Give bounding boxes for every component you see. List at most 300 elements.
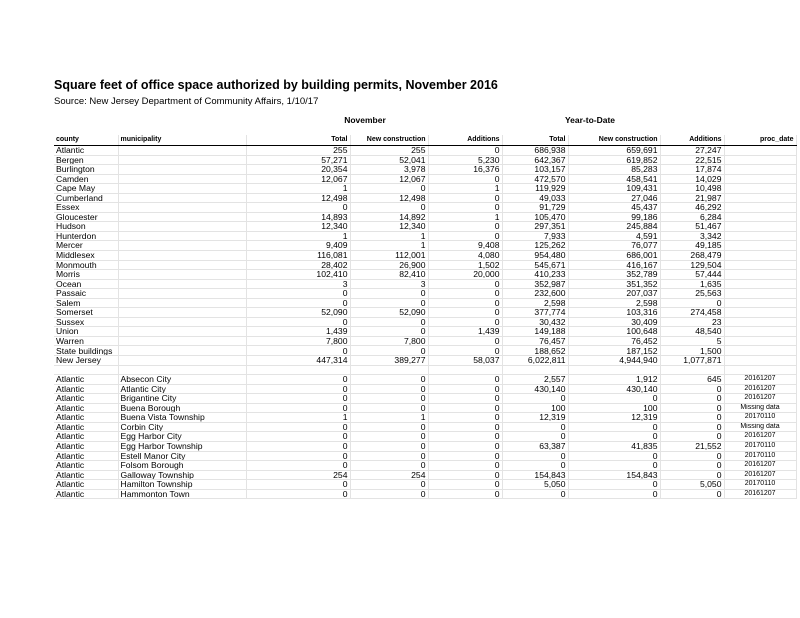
cell-proc-date <box>724 327 796 337</box>
cell-nov-new-construction: 254 <box>350 470 428 480</box>
cell-ytd-total: 297,351 <box>502 222 568 232</box>
county-row <box>54 146 796 156</box>
cell-county: Cape May <box>54 184 118 194</box>
cell-county: Atlantic <box>54 489 118 499</box>
cell-ytd-additions: 0 <box>660 298 724 308</box>
cell-proc-date: 20170110 <box>724 441 796 451</box>
cell-ytd-total: 430,140 <box>502 384 568 394</box>
cell-proc-date <box>724 231 796 241</box>
cell-proc-date <box>724 298 796 308</box>
cell-municipality: Buena Borough <box>118 403 246 413</box>
cell-nov-additions: 5,230 <box>428 155 502 165</box>
cell-nov-total: 0 <box>246 203 350 213</box>
municipality-row <box>54 384 796 394</box>
cell-ytd-new-construction: 76,452 <box>568 336 660 346</box>
cell-county: Atlantic <box>54 451 118 461</box>
cell-nov-new-construction: 7,800 <box>350 336 428 346</box>
cell-nov-additions: 0 <box>428 441 502 451</box>
cell-municipality: Egg Harbor City <box>118 432 246 442</box>
cell-nov-total: 57,271 <box>246 155 350 165</box>
cell-municipality: Corbin City <box>118 422 246 432</box>
cell-county: Morris <box>54 270 118 280</box>
column-header-row <box>54 135 796 146</box>
cell-nov-new-construction: 0 <box>350 289 428 299</box>
cell-municipality <box>118 155 246 165</box>
cell-municipality <box>118 203 246 213</box>
cell-proc-date: 20161207 <box>724 470 796 480</box>
cell-municipality: Hamilton Township <box>118 480 246 490</box>
cell-ytd-new-construction: 0 <box>568 451 660 461</box>
cell-municipality <box>118 260 246 270</box>
cell-proc-date <box>724 212 796 222</box>
cell-nov-total: 255 <box>246 146 350 156</box>
cell-ytd-new-construction: 430,140 <box>568 384 660 394</box>
cell-county: Salem <box>54 298 118 308</box>
cell-municipality <box>118 193 246 203</box>
cell-ytd-additions: 17,874 <box>660 165 724 175</box>
cell-county: Atlantic <box>54 413 118 423</box>
cell-county: Atlantic <box>54 394 118 404</box>
cell-ytd-total: 232,600 <box>502 289 568 299</box>
cell-county: Union <box>54 327 118 337</box>
cell-nov-new-construction: 52,090 <box>350 308 428 318</box>
cell-nov-new-construction: 12,498 <box>350 193 428 203</box>
cell-county: Warren <box>54 336 118 346</box>
cell-nov-new-construction: 0 <box>350 422 428 432</box>
cell-ytd-new-construction: 103,316 <box>568 308 660 318</box>
county-row <box>54 317 796 327</box>
cell-ytd-total: 5,050 <box>502 480 568 490</box>
cell-nov-new-construction: 0 <box>350 394 428 404</box>
cell-proc-date <box>724 260 796 270</box>
cell-municipality <box>118 222 246 232</box>
cell-ytd-total: 642,367 <box>502 155 568 165</box>
cell-ytd-new-construction: 4,944,940 <box>568 356 660 366</box>
cell-county: Somerset <box>54 308 118 318</box>
cell-proc-date <box>724 279 796 289</box>
cell-municipality <box>118 279 246 289</box>
cell-nov-additions: 0 <box>428 489 502 499</box>
column-header-county: county <box>54 135 118 146</box>
cell-ytd-additions: 46,292 <box>660 203 724 213</box>
cell-ytd-total: 12,319 <box>502 413 568 423</box>
cell-ytd-additions: 129,504 <box>660 260 724 270</box>
cell-nov-total: 0 <box>246 346 350 356</box>
column-header-ytd-additions: Additions <box>660 135 724 146</box>
cell-ytd-additions: 0 <box>660 413 724 423</box>
cell-county: Hunterdon <box>54 231 118 241</box>
cell-ytd-new-construction: 0 <box>568 461 660 471</box>
cell-ytd-new-construction: 187,152 <box>568 346 660 356</box>
cell-nov-total: 447,314 <box>246 356 350 366</box>
county-row <box>54 203 796 213</box>
cell-proc-date: 20161207 <box>724 375 796 385</box>
cell-ytd-additions: 48,540 <box>660 327 724 337</box>
cell-municipality <box>118 184 246 194</box>
cell-ytd-additions: 0 <box>660 384 724 394</box>
cell-nov-new-construction: 0 <box>350 317 428 327</box>
cell-nov-new-construction: 12,340 <box>350 222 428 232</box>
cell-nov-new-construction: 389,277 <box>350 356 428 366</box>
cell-nov-total: 0 <box>246 461 350 471</box>
cell-nov-additions: 0 <box>428 422 502 432</box>
cell-ytd-additions: 0 <box>660 489 724 499</box>
cell-ytd-additions: 21,987 <box>660 193 724 203</box>
source-note: Source: New Jersey Department of Community Affairs, 1/10/17 <box>54 96 319 107</box>
cell-county: Cumberland <box>54 193 118 203</box>
cell-nov-additions: 58,037 <box>428 356 502 366</box>
cell-ytd-new-construction: 100 <box>568 403 660 413</box>
spacer-cell <box>660 365 724 375</box>
cell-nov-additions: 0 <box>428 308 502 318</box>
cell-proc-date <box>724 203 796 213</box>
cell-nov-new-construction: 0 <box>350 441 428 451</box>
cell-municipality: Estell Manor City <box>118 451 246 461</box>
cell-nov-additions: 16,376 <box>428 165 502 175</box>
cell-ytd-new-construction: 245,884 <box>568 222 660 232</box>
cell-nov-new-construction: 1 <box>350 413 428 423</box>
cell-nov-additions: 1 <box>428 184 502 194</box>
cell-county: Atlantic <box>54 470 118 480</box>
cell-ytd-total: 149,188 <box>502 327 568 337</box>
cell-ytd-total: 545,671 <box>502 260 568 270</box>
cell-nov-total: 20,354 <box>246 165 350 175</box>
cell-ytd-new-construction: 154,843 <box>568 470 660 480</box>
cell-nov-new-construction: 0 <box>350 461 428 471</box>
cell-nov-total: 0 <box>246 403 350 413</box>
cell-ytd-total: 6,022,811 <box>502 356 568 366</box>
cell-municipality <box>118 346 246 356</box>
cell-ytd-new-construction: 0 <box>568 422 660 432</box>
cell-county: New Jersey <box>54 356 118 366</box>
cell-nov-total: 1 <box>246 413 350 423</box>
cell-county: Middlesex <box>54 251 118 261</box>
cell-nov-total: 0 <box>246 317 350 327</box>
cell-ytd-new-construction: 4,591 <box>568 231 660 241</box>
cell-ytd-new-construction: 76,077 <box>568 241 660 251</box>
cell-ytd-total: 30,432 <box>502 317 568 327</box>
cell-ytd-additions: 25,563 <box>660 289 724 299</box>
cell-ytd-additions: 0 <box>660 470 724 480</box>
cell-nov-total: 28,402 <box>246 260 350 270</box>
cell-county: Gloucester <box>54 212 118 222</box>
spacer-cell <box>350 365 428 375</box>
cell-nov-total: 0 <box>246 384 350 394</box>
cell-nov-new-construction: 0 <box>350 480 428 490</box>
cell-ytd-total: 91,729 <box>502 203 568 213</box>
cell-ytd-new-construction: 619,852 <box>568 155 660 165</box>
cell-ytd-new-construction: 207,037 <box>568 289 660 299</box>
municipality-row <box>54 480 796 490</box>
cell-ytd-additions: 274,458 <box>660 308 724 318</box>
cell-nov-total: 12,498 <box>246 193 350 203</box>
cell-municipality: Egg Harbor Township <box>118 441 246 451</box>
cell-ytd-total: 2,557 <box>502 375 568 385</box>
cell-municipality <box>118 231 246 241</box>
cell-ytd-new-construction: 2,598 <box>568 298 660 308</box>
cell-nov-new-construction: 0 <box>350 184 428 194</box>
cell-ytd-total: 410,233 <box>502 270 568 280</box>
cell-proc-date <box>724 336 796 346</box>
cell-county: Atlantic <box>54 441 118 451</box>
cell-ytd-new-construction: 686,001 <box>568 251 660 261</box>
municipality-row <box>54 394 796 404</box>
spacer-cell <box>502 365 568 375</box>
cell-ytd-additions: 23 <box>660 317 724 327</box>
column-header-municipality: municipality <box>118 135 246 146</box>
column-header-ytd-new-construction: New construction <box>568 135 660 146</box>
cell-ytd-total: 105,470 <box>502 212 568 222</box>
cell-ytd-total: 0 <box>502 461 568 471</box>
cell-ytd-additions: 268,479 <box>660 251 724 261</box>
cell-proc-date: 20170110 <box>724 413 796 423</box>
cell-nov-total: 1 <box>246 231 350 241</box>
cell-nov-additions: 0 <box>428 174 502 184</box>
cell-nov-new-construction: 0 <box>350 298 428 308</box>
spacer-cell <box>54 365 118 375</box>
county-row <box>54 356 796 366</box>
cell-nov-total: 254 <box>246 470 350 480</box>
cell-ytd-additions: 0 <box>660 451 724 461</box>
cell-ytd-new-construction: 41,835 <box>568 441 660 451</box>
cell-ytd-new-construction: 27,046 <box>568 193 660 203</box>
cell-municipality: Absecon City <box>118 375 246 385</box>
cell-nov-new-construction: 14,892 <box>350 212 428 222</box>
cell-municipality: Folsom Borough <box>118 461 246 471</box>
cell-municipality <box>118 251 246 261</box>
cell-nov-additions: 0 <box>428 279 502 289</box>
cell-county: State buildings <box>54 346 118 356</box>
cell-ytd-additions: 57,444 <box>660 270 724 280</box>
cell-nov-new-construction: 0 <box>350 451 428 461</box>
column-header-nov-additions: Additions <box>428 135 502 146</box>
cell-nov-additions: 0 <box>428 470 502 480</box>
county-row <box>54 241 796 251</box>
cell-proc-date <box>724 193 796 203</box>
cell-nov-additions: 0 <box>428 231 502 241</box>
cell-nov-additions: 1,439 <box>428 327 502 337</box>
cell-nov-total: 9,409 <box>246 241 350 251</box>
cell-ytd-new-construction: 0 <box>568 394 660 404</box>
cell-nov-additions: 1,502 <box>428 260 502 270</box>
cell-ytd-total: 100 <box>502 403 568 413</box>
cell-nov-new-construction: 0 <box>350 375 428 385</box>
cell-nov-total: 52,090 <box>246 308 350 318</box>
cell-proc-date <box>724 251 796 261</box>
cell-nov-additions: 0 <box>428 203 502 213</box>
cell-proc-date: 20161207 <box>724 489 796 499</box>
cell-county: Camden <box>54 174 118 184</box>
cell-ytd-additions: 0 <box>660 422 724 432</box>
cell-county: Atlantic <box>54 422 118 432</box>
cell-ytd-additions: 1,635 <box>660 279 724 289</box>
cell-nov-additions: 0 <box>428 375 502 385</box>
county-row <box>54 298 796 308</box>
municipality-row <box>54 451 796 461</box>
municipality-row <box>54 432 796 442</box>
cell-municipality <box>118 270 246 280</box>
cell-ytd-additions: 27,247 <box>660 146 724 156</box>
cell-nov-additions: 4,080 <box>428 251 502 261</box>
cell-nov-additions: 9,408 <box>428 241 502 251</box>
cell-municipality <box>118 327 246 337</box>
cell-proc-date: 20170110 <box>724 480 796 490</box>
cell-county: Atlantic <box>54 480 118 490</box>
cell-nov-total: 102,410 <box>246 270 350 280</box>
cell-nov-additions: 0 <box>428 413 502 423</box>
cell-nov-new-construction: 52,041 <box>350 155 428 165</box>
cell-nov-new-construction: 3 <box>350 279 428 289</box>
cell-nov-total: 1 <box>246 184 350 194</box>
spacer-cell <box>428 365 502 375</box>
cell-nov-total: 12,340 <box>246 222 350 232</box>
cell-ytd-new-construction: 30,409 <box>568 317 660 327</box>
county-row <box>54 289 796 299</box>
cell-proc-date: 20161207 <box>724 432 796 442</box>
cell-ytd-new-construction: 109,431 <box>568 184 660 194</box>
cell-nov-new-construction: 112,001 <box>350 251 428 261</box>
cell-ytd-new-construction: 352,789 <box>568 270 660 280</box>
cell-ytd-total: 76,457 <box>502 336 568 346</box>
cell-municipality <box>118 298 246 308</box>
cell-nov-additions: 0 <box>428 346 502 356</box>
cell-ytd-new-construction: 0 <box>568 480 660 490</box>
cell-proc-date <box>724 184 796 194</box>
cell-nov-total: 0 <box>246 441 350 451</box>
cell-municipality <box>118 146 246 156</box>
spacer-cell <box>246 365 350 375</box>
cell-county: Monmouth <box>54 260 118 270</box>
cell-ytd-additions: 645 <box>660 375 724 385</box>
cell-nov-additions: 0 <box>428 480 502 490</box>
cell-nov-total: 0 <box>246 298 350 308</box>
cell-ytd-total: 352,987 <box>502 279 568 289</box>
cell-nov-new-construction: 0 <box>350 384 428 394</box>
cell-nov-additions: 0 <box>428 394 502 404</box>
cell-ytd-additions: 1,077,871 <box>660 356 724 366</box>
cell-proc-date <box>724 308 796 318</box>
county-row <box>54 336 796 346</box>
cell-municipality <box>118 308 246 318</box>
spacer-row <box>54 365 796 375</box>
cell-ytd-new-construction: 351,352 <box>568 279 660 289</box>
county-row <box>54 346 796 356</box>
cell-ytd-total: 0 <box>502 394 568 404</box>
cell-nov-additions: 0 <box>428 289 502 299</box>
cell-ytd-total: 472,570 <box>502 174 568 184</box>
cell-proc-date <box>724 155 796 165</box>
cell-county: Atlantic <box>54 403 118 413</box>
municipality-row <box>54 470 796 480</box>
cell-nov-total: 14,893 <box>246 212 350 222</box>
cell-ytd-new-construction: 416,167 <box>568 260 660 270</box>
cell-nov-additions: 1 <box>428 212 502 222</box>
column-header-nov-total: Total <box>246 135 350 146</box>
cell-proc-date: 20161207 <box>724 384 796 394</box>
cell-nov-new-construction: 3,978 <box>350 165 428 175</box>
cell-ytd-additions: 0 <box>660 461 724 471</box>
cell-county: Atlantic <box>54 461 118 471</box>
cell-nov-new-construction: 26,900 <box>350 260 428 270</box>
county-row <box>54 222 796 232</box>
county-row <box>54 308 796 318</box>
cell-ytd-additions: 21,552 <box>660 441 724 451</box>
column-header-ytd-total: Total <box>502 135 568 146</box>
cell-nov-new-construction: 0 <box>350 203 428 213</box>
cell-proc-date <box>724 146 796 156</box>
cell-proc-date <box>724 356 796 366</box>
cell-nov-new-construction: 1 <box>350 231 428 241</box>
cell-nov-new-construction: 255 <box>350 146 428 156</box>
cell-proc-date <box>724 241 796 251</box>
cell-ytd-new-construction: 0 <box>568 489 660 499</box>
county-row <box>54 327 796 337</box>
county-row <box>54 174 796 184</box>
cell-nov-total: 0 <box>246 480 350 490</box>
county-row <box>54 270 796 280</box>
cell-county: Burlington <box>54 165 118 175</box>
cell-ytd-additions: 3,342 <box>660 231 724 241</box>
cell-municipality: Brigantine City <box>118 394 246 404</box>
county-row <box>54 184 796 194</box>
county-row <box>54 260 796 270</box>
cell-ytd-additions: 14,029 <box>660 174 724 184</box>
cell-proc-date: Missing data <box>724 403 796 413</box>
cell-nov-new-construction: 12,067 <box>350 174 428 184</box>
cell-nov-additions: 0 <box>428 403 502 413</box>
cell-municipality: Galloway Township <box>118 470 246 480</box>
municipality-row <box>54 422 796 432</box>
cell-proc-date <box>724 317 796 327</box>
cell-county: Ocean <box>54 279 118 289</box>
municipality-row <box>54 461 796 471</box>
cell-county: Sussex <box>54 317 118 327</box>
cell-ytd-total: 103,157 <box>502 165 568 175</box>
cell-ytd-total: 7,933 <box>502 231 568 241</box>
cell-ytd-total: 63,387 <box>502 441 568 451</box>
cell-county: Atlantic <box>54 432 118 442</box>
cell-nov-additions: 0 <box>428 146 502 156</box>
cell-ytd-new-construction: 85,283 <box>568 165 660 175</box>
group-header-year-to-date: Year-to-Date <box>564 115 616 125</box>
cell-proc-date: 20170110 <box>724 451 796 461</box>
cell-proc-date: Missing data <box>724 422 796 432</box>
cell-ytd-new-construction: 458,541 <box>568 174 660 184</box>
cell-ytd-total: 0 <box>502 451 568 461</box>
cell-ytd-additions: 22,515 <box>660 155 724 165</box>
cell-ytd-additions: 0 <box>660 432 724 442</box>
cell-nov-additions: 0 <box>428 317 502 327</box>
cell-ytd-new-construction: 99,186 <box>568 212 660 222</box>
cell-nov-total: 0 <box>246 432 350 442</box>
cell-ytd-total: 154,843 <box>502 470 568 480</box>
report-title: Square feet of office space authorized by building permits, November 2016 <box>54 78 498 92</box>
cell-municipality: Buena Vista Township <box>118 413 246 423</box>
cell-nov-additions: 0 <box>428 193 502 203</box>
cell-nov-total: 0 <box>246 289 350 299</box>
cell-ytd-new-construction: 100,648 <box>568 327 660 337</box>
cell-nov-additions: 0 <box>428 451 502 461</box>
municipality-row <box>54 441 796 451</box>
cell-proc-date <box>724 346 796 356</box>
cell-nov-additions: 0 <box>428 461 502 471</box>
cell-nov-total: 0 <box>246 394 350 404</box>
cell-municipality: Hammonton Town <box>118 489 246 499</box>
cell-municipality <box>118 336 246 346</box>
column-header-nov-new-construction: New construction <box>350 135 428 146</box>
cell-ytd-new-construction: 659,691 <box>568 146 660 156</box>
cell-nov-new-construction: 82,410 <box>350 270 428 280</box>
